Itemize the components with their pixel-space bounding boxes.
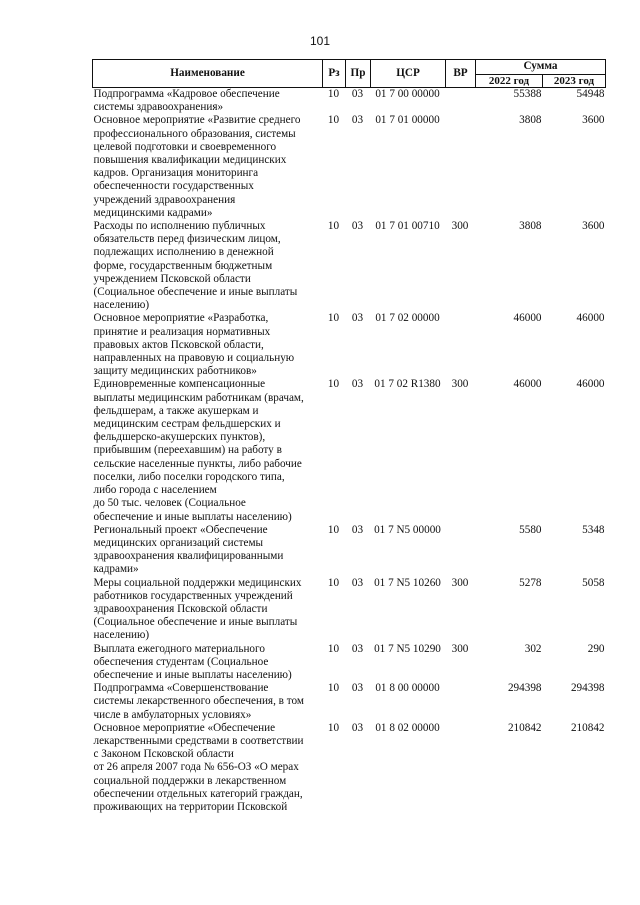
- row-sum-2022: 55388: [513, 88, 542, 100]
- header-pr: Пр: [346, 60, 371, 88]
- table-row: [93, 577, 606, 643]
- row-name-line: медицинских организаций системы: [93, 536, 264, 549]
- row-name-line: (Социальное обеспечение и иные выплаты: [93, 616, 298, 629]
- row-name: [93, 88, 323, 115]
- row-name-line: кадрами»: [93, 563, 139, 576]
- row-name-line: с Законом Псковской области: [93, 748, 234, 761]
- row-name-line: населению): [93, 629, 150, 642]
- header-rz: Рз: [323, 60, 346, 88]
- row-name-line: кадров. Организация мониторинга: [93, 167, 259, 180]
- row-sum-2023: 3600: [582, 220, 605, 233]
- row-name-line: учреждений здравоохранения: [93, 193, 236, 206]
- row-name-line: повышения квалификации медицинских: [93, 154, 287, 167]
- row-sum-2022: 46000: [513, 312, 542, 325]
- row-vr: [446, 682, 476, 722]
- row-name-line: проживающих на территории Псковской: [93, 800, 288, 813]
- row-sum-2022: 5278: [519, 576, 542, 589]
- row-sum-2023: 210842: [570, 721, 605, 734]
- row-name-line: системы здравоохранения»: [93, 101, 224, 114]
- row-sum-2022: 210842: [507, 721, 542, 734]
- row-rz: 10: [327, 523, 340, 536]
- row-csr: 01 8 00 00000: [375, 682, 440, 695]
- row-name-line: либо города с населением: [93, 484, 217, 497]
- row-name-line: целевой подготовки и своевременного: [93, 140, 277, 153]
- header-csr: ЦСР: [371, 60, 446, 88]
- row-sum-2023: 5058: [582, 576, 605, 589]
- row-name: [93, 577, 323, 643]
- row-rz: 10: [327, 88, 340, 100]
- row-name-line: принятие и реализация нормативных: [93, 325, 271, 338]
- row-name-line: Региональный проект «Обеспечение: [93, 523, 268, 536]
- header-vr: ВР: [446, 60, 476, 88]
- row-name-line: фельдшерско-акушерских пунктов),: [93, 431, 266, 444]
- table-row: [93, 88, 606, 115]
- row-name-line: Меры социальной поддержки медицинских: [93, 576, 302, 589]
- row-name-line: форме, государственным бюджетным: [93, 259, 273, 272]
- row-pr: 03: [351, 523, 364, 536]
- row-name-line: системы лекарственного обеспечения, в том: [93, 695, 304, 708]
- row-name-line: поселки, либо поселки городского типа,: [93, 470, 285, 483]
- row-name-line: социальной поддержки в лекарственном: [93, 774, 287, 787]
- row-pr: 03: [351, 114, 364, 127]
- row-sum-2022: 302: [524, 642, 542, 655]
- row-sum-2022: 5580: [519, 523, 542, 536]
- row-name-line: обеспечение и иные выплаты населению): [93, 668, 292, 681]
- row-pr: 03: [351, 642, 364, 655]
- budget-table: [92, 59, 606, 814]
- row-rz: 10: [327, 312, 340, 325]
- row-name-line: работников государственных учреждений: [93, 589, 293, 602]
- row-vr: 300: [451, 220, 469, 233]
- header-sum: Сумма: [476, 60, 606, 75]
- row-name-line: обеспечении отдельных категорий граждан,: [93, 787, 303, 800]
- row-name-line: фельдшерам, а также акушеркам и: [93, 404, 259, 417]
- row-pr: 03: [351, 312, 364, 325]
- row-name-line: (Социальное обеспечение и иные выплаты: [93, 286, 298, 299]
- row-name: [93, 114, 323, 220]
- row-name-line: здравоохранения Псковской области: [93, 602, 268, 615]
- row-vr: [446, 722, 476, 814]
- row-sum-2022: 46000: [513, 378, 542, 391]
- table-row: [93, 378, 606, 523]
- row-vr: 300: [451, 378, 469, 391]
- row-pr: 03: [351, 378, 364, 391]
- table-row: [93, 682, 606, 722]
- row-name-line: от 26 апреля 2007 года № 656-ОЗ «О мерах: [93, 761, 299, 774]
- row-sum-2023: 5348: [582, 523, 605, 536]
- row-sum-2022: 3808: [519, 114, 542, 127]
- row-name-line: обязательств перед физическим лицом,: [93, 233, 281, 246]
- row-name-line: медицинскими кадрами»: [93, 206, 213, 219]
- row-name-line: подлежащих исполнению в денежной: [93, 246, 274, 259]
- row-name-line: обеспечения студентам (Социальное: [93, 655, 269, 668]
- row-sum-2023: 294398: [570, 682, 605, 695]
- row-name-line: выплаты медицинским работникам (врачам,: [93, 391, 304, 404]
- row-name: [93, 643, 323, 683]
- row-name-line: Выплата ежегодного материального: [93, 642, 265, 655]
- row-csr: 01 7 N5 00000: [374, 523, 441, 536]
- row-name-line: населению): [93, 299, 150, 312]
- row-name-line: Основное мероприятие «Развитие среднего: [93, 114, 301, 127]
- row-pr: 03: [351, 576, 364, 589]
- row-sum-2023: 3600: [582, 114, 605, 127]
- table-row: [93, 524, 606, 577]
- row-name-line: Подпрограмма «Совершенствование: [93, 682, 269, 695]
- row-name-line: лекарственными средствами в соответствии: [93, 734, 304, 747]
- row-name-line: учреждением Псковской области: [93, 272, 251, 285]
- row-vr: [446, 312, 476, 378]
- row-csr: 01 7 01 00000: [375, 114, 440, 127]
- row-csr: 01 8 02 00000: [375, 721, 440, 734]
- row-name-line: медицинским сестрам фельдшерских и: [93, 418, 281, 431]
- page-number: 101: [309, 34, 331, 48]
- row-name: [93, 722, 323, 814]
- row-rz: 10: [327, 576, 340, 589]
- row-sum-2022: 294398: [507, 682, 542, 695]
- table-row: [93, 722, 606, 814]
- table-row: [93, 220, 606, 312]
- row-pr: 03: [351, 721, 364, 734]
- row-name-line: профессионального образования, системы: [93, 127, 296, 140]
- row-csr: 01 7 02 00000: [375, 312, 440, 325]
- row-rz: 10: [327, 220, 340, 233]
- row-vr: 300: [451, 576, 469, 589]
- row-name-line: сельские населенные пункты, либо рабочие: [93, 457, 302, 470]
- header-name: Наименование: [93, 60, 323, 88]
- row-vr: [446, 114, 476, 220]
- row-csr: 01 7 00 00000: [375, 88, 440, 100]
- row-rz: 10: [327, 642, 340, 655]
- row-vr: [446, 88, 476, 115]
- row-pr: 03: [351, 682, 364, 695]
- row-csr: 01 7 01 00710: [375, 220, 440, 233]
- row-name-line: обеспеченности государственных: [93, 180, 254, 193]
- row-sum-2022: 3808: [519, 220, 542, 233]
- row-name: [93, 312, 323, 378]
- row-name-line: числе в амбулаторных условиях»: [93, 708, 252, 721]
- row-rz: 10: [327, 721, 340, 734]
- row-name-line: Основное мероприятие «Обеспечение: [93, 721, 276, 734]
- row-vr: [446, 524, 476, 577]
- row-name: [93, 220, 323, 312]
- row-name-line: Единовременные компенсационные: [93, 378, 266, 391]
- row-vr: 300: [451, 642, 469, 655]
- row-name-line: до 50 тыс. человек (Социальное: [93, 497, 246, 510]
- header-year-2023: 2023 год: [543, 75, 606, 88]
- row-sum-2023: 290: [587, 642, 605, 655]
- row-name-line: направленных на правовую и социальную: [93, 352, 295, 365]
- row-name-line: Расходы по исполнению публичных: [93, 220, 266, 233]
- table-row: [93, 312, 606, 378]
- row-name: [93, 378, 323, 523]
- row-rz: 10: [327, 114, 340, 127]
- row-name-line: правовых актов Псковской области,: [93, 338, 264, 351]
- row-csr: 01 7 N5 10290: [374, 642, 441, 655]
- row-name-line: защиту медицинских работников»: [93, 365, 257, 378]
- row-name-line: Подпрограмма «Кадровое обеспечение: [93, 88, 280, 100]
- table-row: [93, 643, 606, 683]
- row-csr: 01 7 02 R1380: [374, 378, 441, 391]
- row-name-line: Основное мероприятие «Разработка,: [93, 312, 269, 325]
- row-pr: 03: [351, 88, 364, 100]
- table-body: [93, 88, 606, 815]
- row-pr: 03: [351, 220, 364, 233]
- row-rz: 10: [327, 378, 340, 391]
- row-name-line: прибывшим (переехавшим) на работу в: [93, 444, 282, 457]
- row-name-line: обеспечение и иные выплаты населению): [93, 510, 292, 523]
- row-name-line: здравоохранения квалифицированными: [93, 550, 284, 563]
- row-name: [93, 682, 323, 722]
- row-rz: 10: [327, 682, 340, 695]
- row-sum-2023: 46000: [576, 312, 605, 325]
- row-sum-2023: 46000: [576, 378, 605, 391]
- row-csr: 01 7 N5 10260: [374, 576, 441, 589]
- row-name: [93, 524, 323, 577]
- table-row: [93, 114, 606, 220]
- row-sum-2023: 54948: [576, 88, 605, 100]
- header-year-2022: 2022 год: [476, 75, 543, 88]
